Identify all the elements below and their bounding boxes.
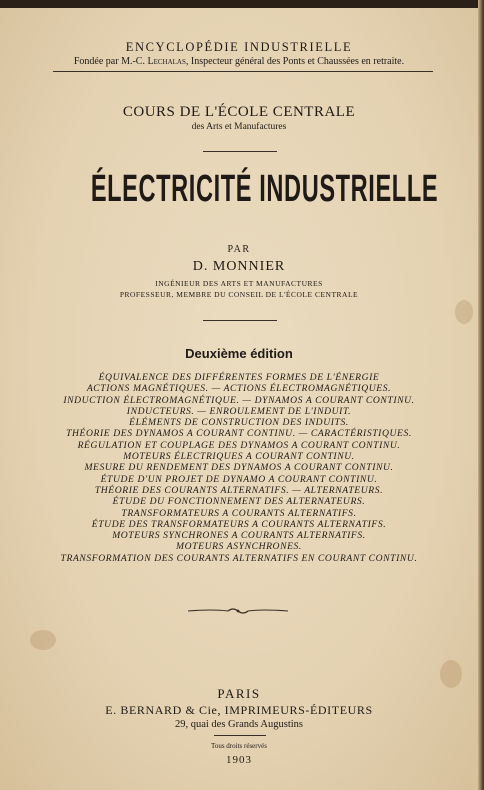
contents-list — [0, 372, 478, 564]
contents-item: MOTEURS ASYNCHRONES. — [176, 541, 302, 553]
author-role-line2: PROFESSEUR, MEMBRE DU CONSEIL DE L'ÉCOLE CENTRALE — [119, 290, 359, 299]
publication-year: 1903 — [226, 754, 252, 766]
author-rule — [203, 320, 277, 321]
series-founder-name: Lechalas — [147, 56, 186, 67]
book-edge-top — [0, 0, 484, 8]
paper-stain — [30, 630, 56, 650]
contents-item: ÉTUDE DES TRANSFORMATEURS A COURANTS ALTERNATIFS. — [91, 518, 387, 530]
paper-stain — [440, 660, 462, 688]
contents-item: MESURE DU RENDEMENT DES DYNAMOS A COURANT CONTINU. — [84, 462, 394, 474]
contents-item: ÉQUIVALENCE DES DIFFÉRENTES FORMES DE L'ÉNERGIE — [98, 372, 380, 383]
series-subtitle-prefix: Fondée par M.-C. — [73, 56, 145, 67]
imprint-publisher: E. BERNARD & Cie, IMPRIMEURS-ÉDITEURS — [105, 703, 373, 717]
contents-item: ÉLÉMENTS DE CONSTRUCTION DES INDUITS. — [129, 417, 349, 429]
contents-item: TRANSFORMATION DES COURANTS ALTERNATIFS EN COURANT CONTINU. — [60, 552, 418, 564]
contents-item: ACTIONS MAGNÉTIQUES. — ACTIONS ÉLECTROMAGNÉTIQUES. — [86, 383, 392, 395]
course-subtitle: des Arts et Manufactures — [191, 122, 287, 132]
contents-item: THÉORIE DES COURANTS ALTERNATIFS. — ALTERNATEURS. — [94, 484, 384, 496]
contents-item: THÉORIE DES DYNAMOS A COURANT CONTINU. — CARACTÉRISTIQUES. — [66, 428, 412, 440]
header-rule — [53, 71, 433, 72]
imprint-address: 29, quai des Grands Augustins — [174, 719, 304, 730]
rights-notice: Tous droits réservés — [211, 742, 267, 750]
imprint-rule — [214, 735, 266, 736]
ornament-divider — [188, 606, 288, 616]
imprint-city: PARIS — [217, 686, 261, 701]
author-name: D. MONNIER — [192, 259, 286, 274]
course-title: COURS DE L'ÉCOLE CENTRALE — [122, 104, 356, 120]
series-subtitle-suffix: , Inspecteur général des Ponts et Chaussées en retraite. — [185, 56, 405, 67]
contents-item: MOTEURS SYNCHRONES A COURANTS ALTERNATIFS. — [112, 530, 366, 542]
contents-item: TRANSFORMATEURS A COURANTS ALTERNATIFS. — [121, 507, 357, 519]
series-title: ENCYCLOPÉDIE INDUSTRIELLE — [125, 40, 353, 54]
contents-item: ÉTUDE D'UN PROJET DE DYNAMO A COURANT CONTINU. — [100, 473, 378, 485]
book-edge-right — [478, 0, 484, 790]
edition-label: Deuxième édition — [185, 346, 293, 361]
paper-stain — [455, 300, 473, 324]
contents-item: INDUCTION ÉLECTROMAGNÉTIQUE. — DYNAMOS A COURANT CONTINU. — [63, 394, 415, 406]
contents-item: MOTEURS ÉLECTRIQUES A COURANT CONTINU. — [123, 451, 355, 463]
contents-item: ÉTUDE DU FONCTIONNEMENT DES ALTERNATEURS. — [112, 496, 366, 508]
author-role-line1: INGÉNIEUR DES ARTS ET MANUFACTURES — [155, 279, 323, 288]
contents-item: INDUCTEURS. — ENROULEMENT DE L'INDUIT. — [126, 405, 352, 417]
course-rule — [203, 151, 277, 152]
contents-item: RÉGULATION ET COUPLAGE DES DYNAMOS A COURANT CONTINU. — [77, 439, 401, 451]
by-label: PAR — [227, 244, 251, 255]
main-title: ÉLECTRICITÉ INDUSTRIELLE — [90, 168, 439, 210]
series-subtitle — [0, 56, 478, 67]
